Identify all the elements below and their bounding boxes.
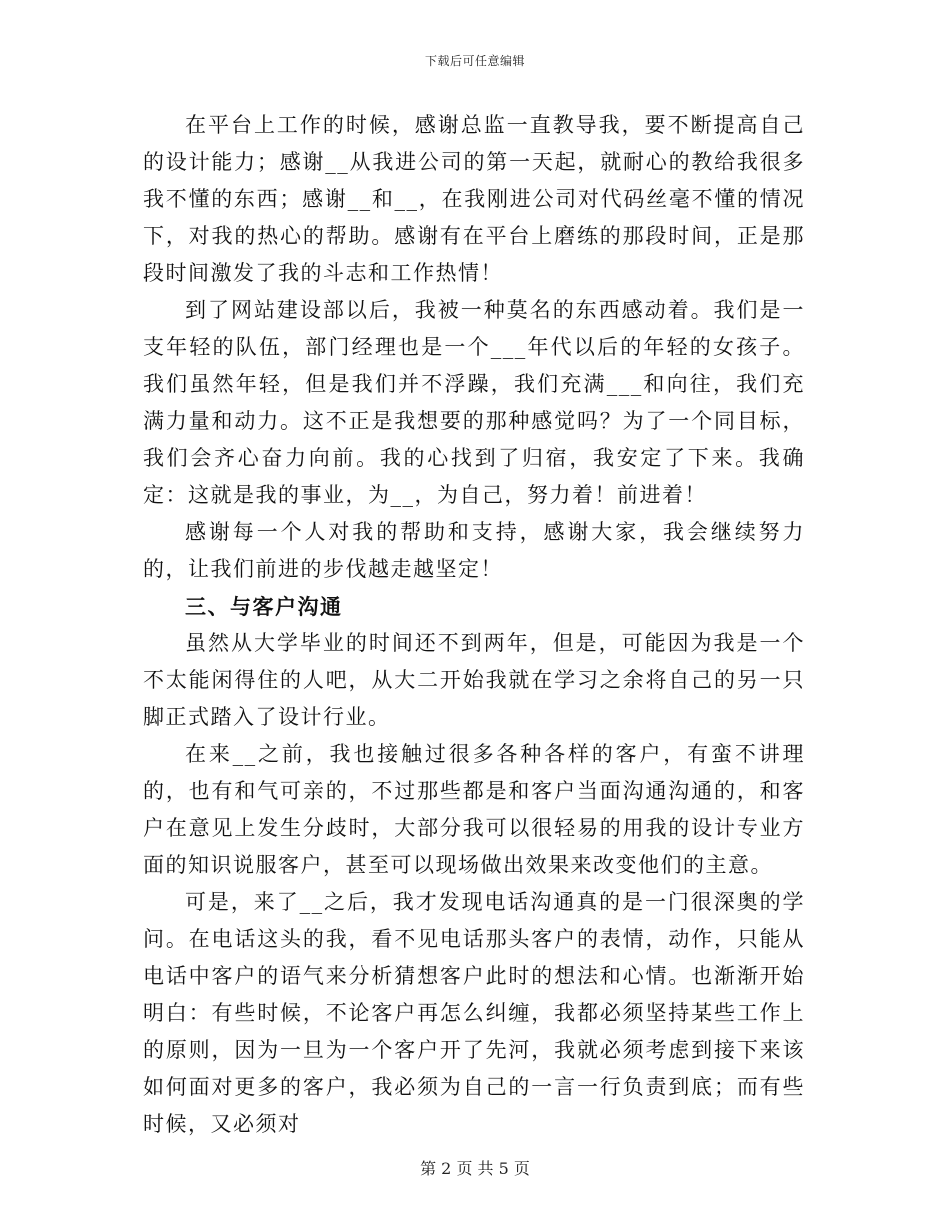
paragraph-client-experience: 在来__之前，我也接触过很多各种各样的客户，有蛮不讲理的，也有和气可亲的，不过那些都是和客户当面沟通沟通的，和客户在意见上发生分歧时，大部分我可以很轻易的用我的设计专业方面的知识说服客户，甚至可以现场做出效果来改变他们的主意。 bbox=[143, 742, 805, 877]
page-header: 下载后可任意编辑 bbox=[424, 54, 525, 68]
paragraph-thanks-platform: 在平台上工作的时候，感谢总监一直教导我，要不断提高自己的设计能力；感谢__从我进公司的第一天起，就耐心的教给我很多我不懂的东西；感谢__和__，在我刚进公司对代码丝毫不懂的情况下，对我的热心的帮助。感谢有在平台上磨练的那段时间，正是那段时间激发了我的斗志和工作热情！ bbox=[143, 113, 805, 285]
paragraph-design-background: 虽然从大学毕业的时间还不到两年，但是，可能因为我是一个不太能闲得住的人吧，从大二开始我就在学习之余将自己的另一只脚正式踏入了设计行业。 bbox=[143, 631, 805, 729]
paragraph-phone-communication: 可是，来了__之后，我才发现电话沟通真的是一门很深奥的学问。在电话这头的我，看不见电话那头客户的表情，动作，只能从电话中客户的语气来分析猜想客户此时的想法和心情。也渐渐开始明白：有些时候，不论客户再怎么纠缠，我都必须坚持某些工作上的原则，因为一旦为一个客户开了先河，我就必须考虑到接下来该如何面对更多的客户，我必须为自己的一言一行负责到底；而有些时候，又必须对 bbox=[143, 890, 805, 1136]
paragraph-thanks-everyone: 感谢每一个人对我的帮助和支持，感谢大家，我会继续努力的，让我们前进的步伐越走越坚定！ bbox=[143, 520, 805, 581]
document-body bbox=[143, 107, 805, 1143]
page-number: 第 2 页 共 5 页 bbox=[420, 1159, 530, 1178]
paragraph-website-department: 到了网站建设部以后，我被一种莫名的东西感动着。我们是一支年轻的队伍，部门经理也是一个___年代以后的年轻的女孩子。我们虽然年轻，但是我们并不浮躁，我们充满___和向往，我们充满力量和动力。这不正是我想要的那种感觉吗？为了一个同目标，我们会齐心奋力向前。我的心找到了归宿，我安定了下来。我确定：这就是我的事业，为__，为自己，努力着！前进着！ bbox=[143, 298, 805, 507]
section-heading: 三、与客户沟通 bbox=[185, 594, 343, 619]
